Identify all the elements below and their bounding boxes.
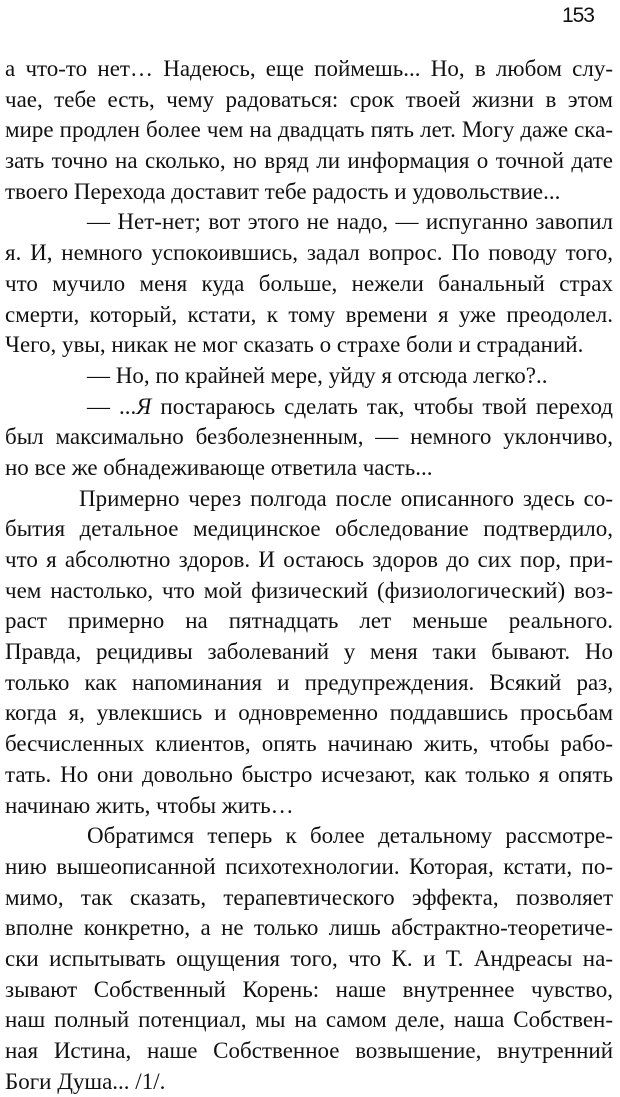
text-line: вполне конкретно, а не только лишь абстрактно-теоретиче- bbox=[5, 915, 613, 941]
text-line: но все же обнадеживающе ответила часть... bbox=[5, 454, 433, 480]
text-line: я. И, немного успокоившись, задал вопрос. По поводу того, bbox=[5, 240, 613, 266]
text-line: наш полный потенциал, мы на самом деле, наша Собствен- bbox=[5, 1007, 613, 1033]
page-number: 153 bbox=[561, 4, 594, 27]
text-line: смерти, который, кстати, к тому времени я уже преодолел. bbox=[5, 301, 613, 327]
text-line: Боги Душа... /1/. bbox=[5, 1068, 166, 1094]
text-line: чем настолько, что мой физический (физиологический) воз- bbox=[5, 577, 613, 603]
italic-emphasis: Я bbox=[136, 393, 152, 419]
page-body-text bbox=[5, 54, 613, 1097]
text-line: начинаю жить, чтобы жить… bbox=[5, 792, 294, 818]
text-line: мире продлен более чем на двадцать пять лет. Могу даже ска- bbox=[5, 117, 613, 143]
text-line: зывают Собственный Корень: наше внутреннее чувство, bbox=[5, 976, 613, 1002]
text-line: чае, тебе есть, чему радоваться: срок твоей жизни в этом bbox=[5, 86, 613, 112]
text-line: что я абсолютно здоров. И остаюсь здоров до сих пор, при- bbox=[5, 547, 613, 572]
text-line: зать точно на сколько, но вряд ли информация о точной дате bbox=[5, 148, 613, 174]
text-line: только как напоминания и предупреждения. Всякий раз, bbox=[5, 669, 613, 695]
text-line: а что-то нет… Надеюсь, еще поймешь... Но, в любом слу- bbox=[5, 56, 613, 81]
text-line: Правда, рецидивы заболеваний у меня таки бывают. Но bbox=[5, 639, 613, 665]
paragraph-start-line: Обратимся теперь к более детальному рассмотре- bbox=[87, 823, 613, 849]
text-line: бытия детальное медицинское обследование подтвердило, bbox=[5, 516, 613, 542]
paragraph-start-line: Примерно через полгода после описанного здесь со- bbox=[79, 485, 613, 511]
text-line: тать. Но они довольно быстро исчезают, как только я опять bbox=[5, 761, 613, 787]
text-line: твоего Перехода доставит тебе радость и удовольствие... bbox=[5, 178, 561, 204]
dialogue-line: — Но, по крайней мере, уйду я отсюда легко?.. bbox=[87, 362, 548, 388]
text-line: что мучило меня куда больше, нежели банальный страх bbox=[5, 270, 613, 296]
text-line: мимо, так сказать, терапевтического эффекта, позволяет bbox=[5, 884, 613, 910]
text-line: нию вышеописанной психотехнологии. Которая, кстати, по- bbox=[5, 853, 613, 879]
dialogue-line: — ...Я постараюсь сделать так, чтобы твой переход bbox=[87, 393, 613, 419]
text-line: был максимально безболезненным, — немного уклончиво, bbox=[5, 424, 613, 450]
text-line: когда я, увлекшись и одновременно поддавшись просьбам bbox=[5, 700, 613, 726]
text-line: ная Истина, наше Собственное возвышение, внутренний bbox=[5, 1038, 613, 1063]
dialogue-line: — Нет-нет; вот этого не надо, — испуганно завопил bbox=[87, 209, 613, 235]
text-line: бесчисленных клиентов, опять начинаю жить, чтобы рабо- bbox=[5, 731, 613, 757]
text-line: раст примерно на пятнадцать лет меньше реального. bbox=[5, 608, 613, 634]
text-line: ски испытывать ощущения того, что К. и Т. Андреасы на- bbox=[5, 945, 613, 971]
text-line: Чего, увы, никак не мог сказать о страхе боли и страданий. bbox=[5, 332, 584, 358]
